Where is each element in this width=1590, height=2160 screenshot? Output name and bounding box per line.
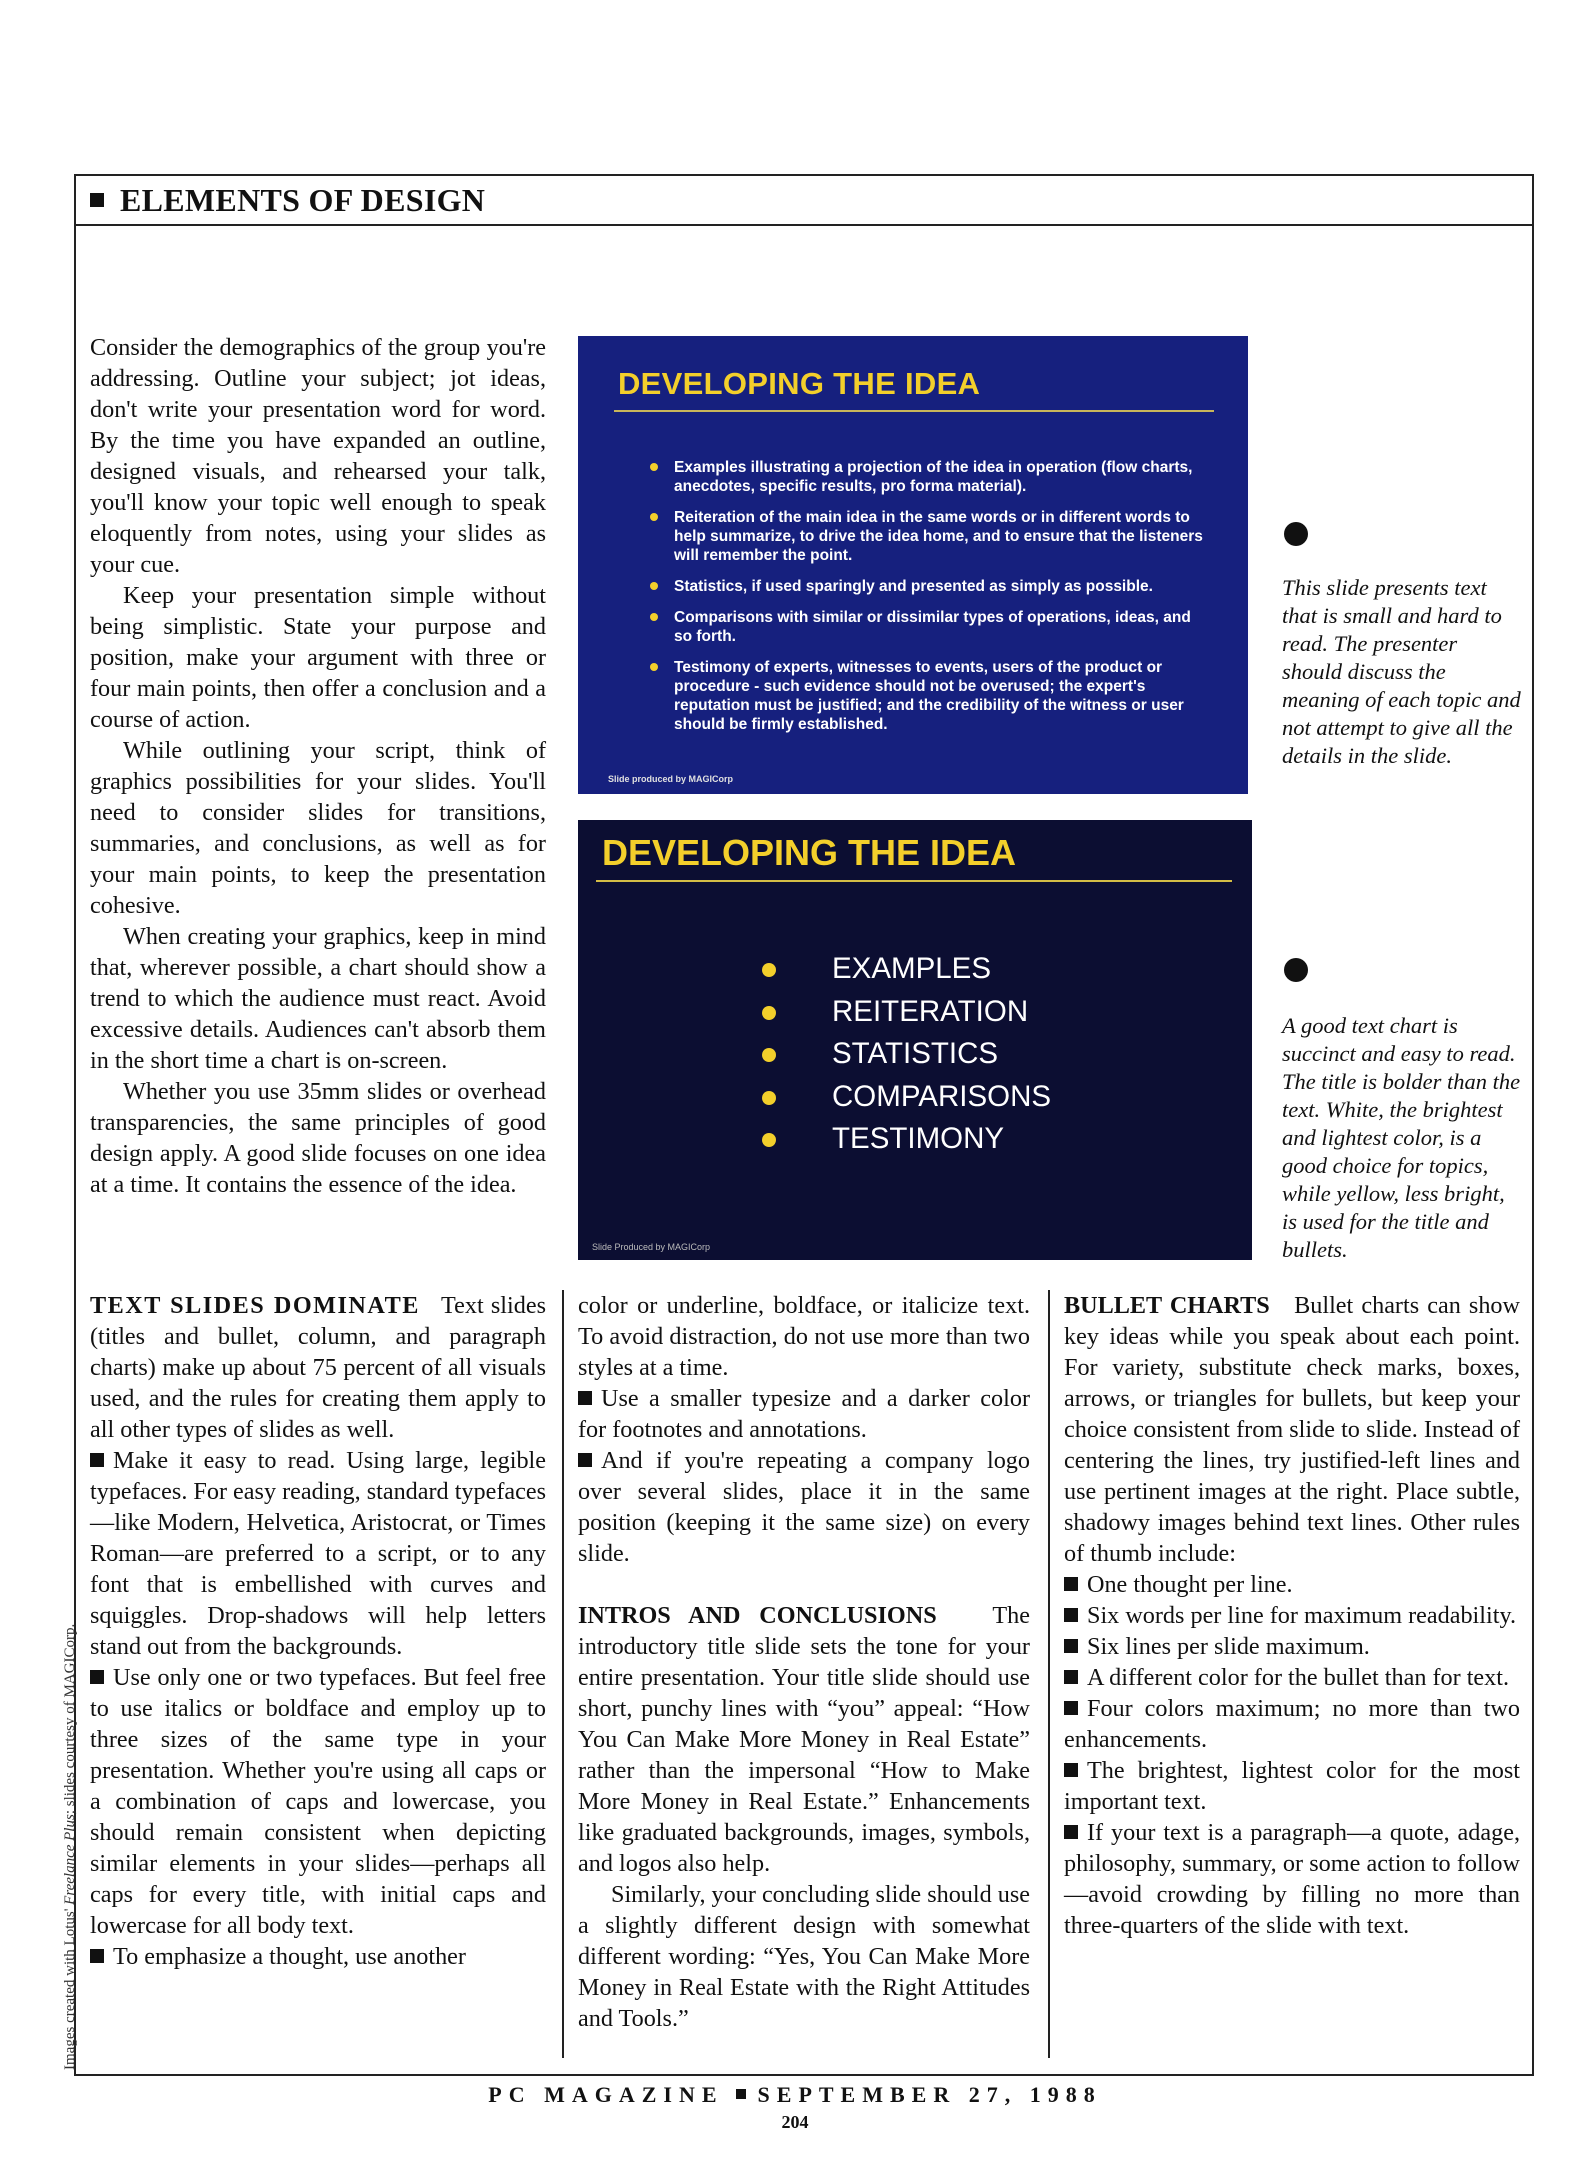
bullet-charts-column bbox=[1064, 1290, 1520, 1941]
image-credit: Images created with Lotus' Freelance Plus; slides courtesy of MAGICorp. bbox=[62, 1623, 78, 2070]
intros-column bbox=[578, 1290, 1030, 2034]
square-bullet-icon bbox=[1064, 1763, 1078, 1777]
square-bullet-icon bbox=[90, 193, 104, 207]
intro-paragraph: Keep your presentation simple without being simplistic. State your purpose and position, make your argument with three or four main points, then offer a conclusion and a course of action. bbox=[90, 582, 546, 733]
intro-column bbox=[90, 332, 546, 1200]
square-bullet-icon bbox=[578, 1453, 592, 1467]
section-title: ELEMENTS OF DESIGN bbox=[120, 181, 486, 218]
slide-bullet-item: Comparisons with similar or dissimilar types of operations, ideas, and so forth. bbox=[650, 608, 1210, 646]
slide-detailed bbox=[578, 336, 1248, 794]
bullet-paragraph: Use a smaller typesize and a darker color for footnotes and annotations. bbox=[578, 1385, 1030, 1443]
continuation-paragraph: color or underline, boldface, or italicize text. To avoid distraction, do not use more than two styles at a time. bbox=[578, 1292, 1030, 1381]
page-footer bbox=[0, 2082, 1590, 2108]
section-heading: BULLET CHARTS bbox=[1064, 1292, 1270, 1319]
bullet-dot-icon bbox=[762, 1006, 776, 1020]
square-bullet-icon bbox=[736, 2089, 746, 2099]
column-divider bbox=[562, 1290, 564, 2058]
bullet-dot-icon bbox=[762, 1048, 776, 1062]
bullet-dot-icon bbox=[650, 663, 658, 671]
magazine-name: PC MAGAZINE bbox=[488, 2082, 724, 2107]
caption-bullet-icon bbox=[1284, 958, 1308, 982]
slide-credit: Slide Produced by MAGICorp bbox=[592, 1242, 711, 1252]
page-number: 204 bbox=[781, 2112, 809, 2132]
slide-bullet-item: TESTIMONY bbox=[762, 1118, 1051, 1161]
square-bullet-icon bbox=[1064, 1670, 1078, 1684]
slide-credit: Slide produced by MAGICorp bbox=[608, 774, 734, 784]
section-heading: INTROS AND CONCLUSIONS bbox=[578, 1602, 937, 1629]
column-divider bbox=[1048, 1290, 1050, 2058]
bullet-paragraph: Six lines per slide maximum. bbox=[1064, 1631, 1520, 1662]
text-slides-column bbox=[90, 1290, 546, 1972]
slide2-caption: A good text chart is succinct and easy to read. The title is bolder than the text. White, the brightest and lightest color, is a good choice for topics, while yellow, less bright, is used for the title and bullets. bbox=[1282, 1013, 1521, 1262]
bullet-paragraph: The brightest, lightest color for the most important text. bbox=[1064, 1757, 1520, 1815]
bullet-paragraph: A different color for the bullet than for text. bbox=[1064, 1662, 1520, 1693]
bullet-dot-icon bbox=[762, 1091, 776, 1105]
intro-paragraph: While outlining your script, think of graphics possibilities for your slides. You'll need to consider slides for transitions, summaries, and conclusions, as well as for your main points, to keep the presentation cohesive. bbox=[90, 737, 546, 919]
slide-title-rule bbox=[596, 880, 1232, 882]
square-bullet-icon bbox=[1064, 1825, 1078, 1839]
section-header bbox=[76, 176, 1532, 226]
bullet-dot-icon bbox=[650, 463, 658, 471]
slide-bullet-item: STATISTICS bbox=[762, 1033, 1051, 1076]
square-bullet-icon bbox=[90, 1949, 104, 1963]
bullet-paragraph: Six words per line for maximum readability. bbox=[1064, 1600, 1520, 1631]
slide-title: DEVELOPING THE IDEA bbox=[618, 366, 981, 401]
caption-bullet-icon bbox=[1284, 522, 1308, 546]
bullet-dot-icon bbox=[650, 513, 658, 521]
slide-succinct bbox=[578, 820, 1252, 1260]
square-bullet-icon bbox=[1064, 1608, 1078, 1622]
square-bullet-icon bbox=[90, 1670, 104, 1684]
bullet-charts-lead-paragraph: BULLET CHARTS Bullet charts can show key ideas while you speak about each point. For variety, substitute check marks, boxes, arrows, or triangles for bullets, but keep your choice consistent from slide to slide. Instead of centering the lines, try justified-left lines and use pertinent images at the right. Place subtle, shadowy images behind text lines. Other rules of thumb include: bbox=[1064, 1292, 1520, 1567]
issue-date: SEPTEMBER 27, 1988 bbox=[757, 2082, 1102, 2107]
slide-bullet-item: Statistics, if used sparingly and presented as simply as possible. bbox=[650, 577, 1210, 596]
slide-bullet-item: EXAMPLES bbox=[762, 948, 1051, 991]
bullet-dot-icon bbox=[650, 613, 658, 621]
closing-paragraph: Similarly, your concluding slide should use a slightly different design with somewhat different wording: “Yes, You Can Make More Money in Real Estate with the Right Attitudes and Tools.” bbox=[578, 1881, 1030, 2032]
slide-bullet-item: Testimony of experts, witnesses to events, users of the product or procedure - such evidence should not be overused; the expert's reputation must be justified; and the credibility of the witness or user should be firmly established. bbox=[650, 658, 1210, 734]
bullet-dot-icon bbox=[762, 1133, 776, 1147]
square-bullet-icon bbox=[578, 1391, 592, 1405]
slide-bullet-list bbox=[762, 948, 1051, 1161]
slide-bullet-item: COMPARISONS bbox=[762, 1076, 1051, 1119]
bullet-paragraph: Use only one or two typefaces. But feel free to use italics or boldface and employ up to three sizes of the same type in your presentation. Whether you're using all caps or a combination of caps and lowercase, you should remain consistent when depicting similar elements in your slides—perhaps all caps for every title, with initial caps and lowercase for all body text. bbox=[90, 1664, 546, 1939]
bullet-paragraph: If your text is a paragraph—a quote, adage, philosophy, summary, or some action to follow—avoid crowding by filling no more than three-quarters of the slide with text. bbox=[1064, 1819, 1520, 1939]
intro-paragraph: Consider the demographics of the group you're addressing. Outline your subject; jot ideas, don't write your presentation word for word. By the time you have expanded an outline, designed visuals, and rehearsed your talk, you'll know your topic well enough to speak eloquently from notes, using your slides as your cue. bbox=[90, 334, 546, 578]
slide-title: DEVELOPING THE IDEA bbox=[602, 832, 1017, 873]
intros-lead-paragraph: INTROS AND CONCLUSIONS The introductory title slide sets the tone for your entire presentation. Your title slide should use short, punchy lines with “you” appeal: “How You Can Make More Money in Real Estate” rather than the impersonal “How to Make More Money in Real Estate.” Enhancements like graduated backgrounds, images, symbols, and logos also help. bbox=[578, 1602, 1030, 1877]
intro-paragraph: When creating your graphics, keep in mind that, wherever possible, a chart should show a trend to which the audience must react. Avoid excessive details. Audiences can't absorb them in the short time a chart is on-screen. bbox=[90, 923, 546, 1074]
slide-bullet-list bbox=[650, 458, 1210, 746]
slide1-caption: This slide presents text that is small and hard to read. The presenter should discuss the meaning of each topic and not attempt to give all the details in the slide. bbox=[1282, 575, 1521, 768]
bullet-dot-icon bbox=[650, 582, 658, 590]
intro-paragraph: Whether you use 35mm slides or overhead transparencies, the same principles of good design apply. A good slide focuses on one idea at a time. It contains the essence of the idea. bbox=[90, 1078, 546, 1198]
bullet-paragraph: To emphasize a thought, use another bbox=[90, 1941, 546, 1972]
section-heading: TEXT SLIDES DOMINATE bbox=[90, 1292, 420, 1319]
slide-title-rule bbox=[614, 410, 1214, 412]
slide-bullet-item: Examples illustrating a projection of the idea in operation (flow charts, anecdotes, specific results, pro forma material). bbox=[650, 458, 1210, 496]
slide-bullet-item: Reiteration of the main idea in the same words or in different words to help summarize, to drive the idea home, and to ensure that the listeners will remember the point. bbox=[650, 508, 1210, 565]
bullet-dot-icon bbox=[762, 963, 776, 977]
bullet-paragraph: One thought per line. bbox=[1064, 1569, 1520, 1600]
bullet-paragraph: Four colors maximum; no more than two enhancements. bbox=[1064, 1695, 1520, 1753]
bullet-paragraph: Make it easy to read. Using large, legible typefaces. For easy reading, standard typefaces—like Modern, Helvetica, Aristocrat, or Times Roman—are preferred to a script, or to any font that is embellished with curves and squiggles. Drop-shadows will help letters stand out from the backgrounds. bbox=[90, 1447, 547, 1660]
square-bullet-icon bbox=[90, 1453, 104, 1467]
square-bullet-icon bbox=[1064, 1639, 1078, 1653]
slide-bullet-item: REITERATION bbox=[762, 991, 1051, 1034]
square-bullet-icon bbox=[1064, 1577, 1078, 1591]
square-bullet-icon bbox=[1064, 1701, 1078, 1715]
bullet-paragraph: And if you're repeating a company logo over several slides, place it in the same position (keeping it the same size) on every slide. bbox=[578, 1447, 1030, 1567]
text-slides-lead-paragraph: TEXT SLIDES DOMINATE Text slides (titles and bullet, column, and paragraph charts) make up about 75 percent of all visuals used, and the rules for creating them apply to all other types of slides as well. bbox=[90, 1292, 546, 1443]
